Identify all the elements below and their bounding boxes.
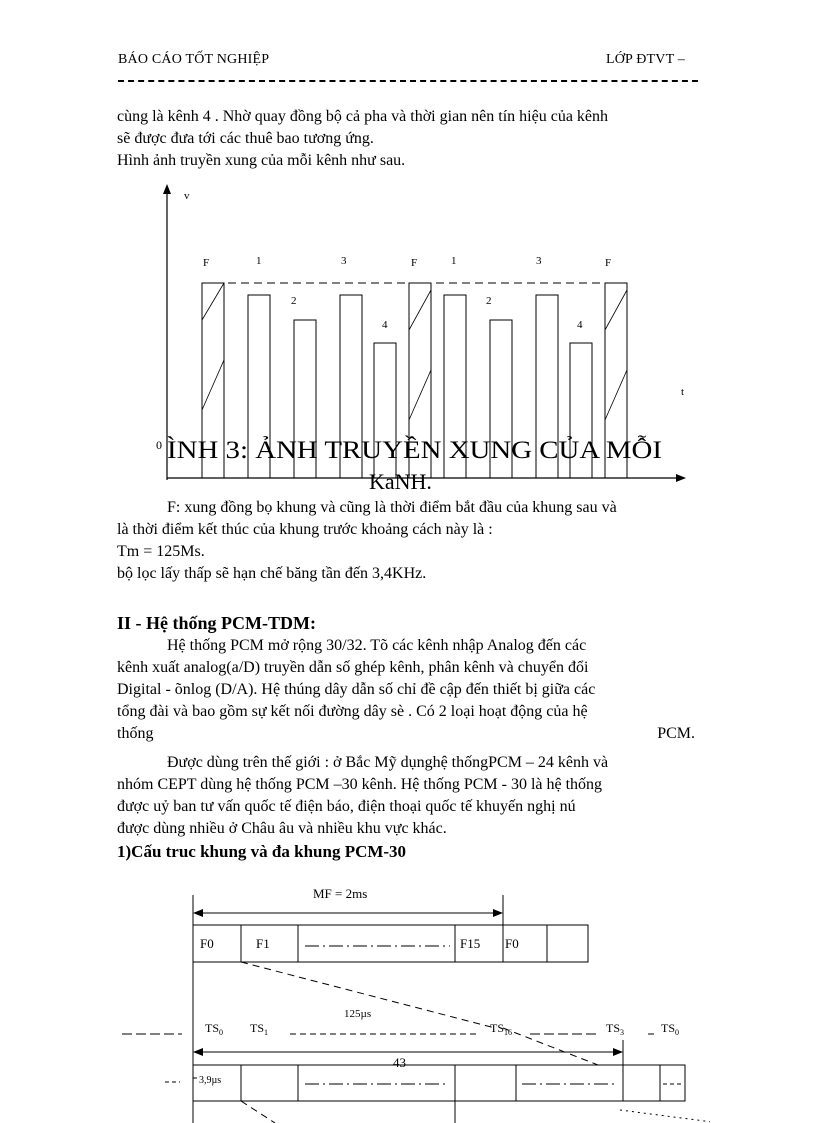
frame-label: F15 — [460, 936, 481, 951]
expand-line — [620, 1110, 710, 1123]
pulse-label: 4 — [577, 319, 583, 331]
hatch — [605, 290, 627, 330]
ts-label: $TS_3$ — [606, 1021, 625, 1037]
explain-line: bộ lọc lấy thấp sẽ hạn chế băng tần đến 3,4KHz. — [117, 565, 427, 582]
ts-label: $TS_{16}$ — [490, 1021, 513, 1037]
x-axis-label: t — [681, 386, 685, 398]
explain-paragraph — [117, 497, 695, 585]
intro-line: Hình ảnh truyền xung của mỗi kênh như sau. — [117, 152, 406, 169]
frame-diagram — [110, 870, 710, 1123]
pulse-label: F — [411, 257, 418, 269]
frame-row — [193, 925, 588, 962]
header-left: BÁO CÁO TỐT NGHIỆP — [118, 52, 270, 67]
intro-line: sẽ được đưa tới các thuê bao tương ứng. — [117, 130, 374, 147]
period-label: 125µs — [344, 1008, 372, 1020]
ts-label: $TS_0$ — [205, 1021, 224, 1037]
span-label: 43 — [393, 1055, 406, 1070]
frame-label: F0 — [505, 936, 519, 951]
body-line: nhóm CEPT dùng hệ thống PCM –30 kênh. Hệ thống PCM - 30 là hệ thống — [117, 776, 603, 793]
hatch — [202, 360, 224, 410]
ts-label: $TS_0$ — [661, 1021, 680, 1037]
pulse-label: F — [203, 257, 210, 269]
mf-label: MF = 2ms — [313, 886, 368, 901]
body-word: PCM. — [657, 725, 695, 742]
pulse-label: 1 — [256, 255, 262, 267]
pulse-label: 4 — [382, 319, 388, 331]
y-axis-arrow-icon — [163, 184, 171, 194]
figure-caption: ÌNH 3: ẢNH TRUYỀN XUNG CỦA MỖI — [167, 437, 596, 464]
arrow-left-icon — [193, 909, 203, 917]
origin-label: 0 — [156, 438, 162, 452]
hatch — [202, 283, 224, 320]
body-line: được uỷ ban tư vấn quốc tế điện báo, điện thoại quốc tế khuyến nghị nú — [117, 798, 576, 815]
intro-line: cùng là kênh 4 . Nhờ quay đồng bộ cả pha và thời gian nên tín hiệu của kênh — [117, 108, 609, 125]
explain-line: Tm = 125Ms. — [117, 543, 205, 560]
header-right: LỚP ĐTVT – — [606, 52, 685, 67]
body-line: tổng đài và bao gồm sự kết nối đường dây sè . Có 2 loại hoạt động của hệ — [117, 703, 588, 720]
pulse-label: 2 — [486, 295, 492, 307]
body-line-justified — [117, 723, 695, 745]
pulse-label: F — [605, 257, 612, 269]
body-word: thống — [117, 725, 154, 742]
pulse-label: 3 — [536, 255, 542, 267]
frame-label: F0 — [200, 936, 214, 951]
body-line: kênh xuất analog(a/D) truyền dẫn số ghép kênh, phân kênh và chuyển đổi — [117, 659, 589, 676]
hatch — [409, 370, 431, 420]
figure-caption-2: KaNH. — [369, 469, 432, 494]
body-line: Hệ thống PCM mở rộng 30/32. Tõ các kênh nhập Analog đến các — [167, 637, 587, 654]
section-heading: II - Hệ thống PCM-TDM: — [117, 613, 316, 633]
hatch — [605, 370, 627, 420]
intro-paragraph — [117, 106, 695, 172]
arrow-right-icon — [493, 909, 503, 917]
explain-line: F: xung đồng bọ khung và cũng là thời điểm bắt đầu của khung sau và — [167, 499, 617, 516]
body-line: Được dùng trên thế giới : ở Bắc Mỹ dụnghệ thốngPCM – 24 kênh và — [167, 754, 609, 771]
pulse-label: 3 — [341, 255, 347, 267]
slot-row — [193, 1065, 685, 1101]
pulse-label: 1 — [451, 255, 457, 267]
slot-duration-label: 3,9µs — [199, 1075, 222, 1086]
explain-line: là thời điểm kết thúc của khung trước khoảng cách này là : — [117, 521, 493, 538]
x-axis-arrow-icon — [676, 474, 686, 482]
subsection-heading: 1)Cấu truc khung và đa khung PCM-30 — [117, 842, 407, 861]
y-axis-label: v — [184, 190, 190, 202]
section2-paragraph-1 — [117, 635, 695, 745]
section2-paragraph-2 — [117, 752, 695, 840]
pulse-label: 2 — [291, 295, 297, 307]
arrow-left-icon — [193, 1048, 203, 1056]
expand-line — [241, 1101, 275, 1123]
arrow-right-icon — [613, 1048, 623, 1056]
body-line: Digital - õnlog (D/A). Hệ thúng dây dẫn số chỉ đề cập đến thiết bị giữa các — [117, 681, 596, 698]
frame-label: F1 — [256, 936, 270, 951]
ts-label: $TS_1$ — [250, 1021, 269, 1037]
hatch — [409, 290, 431, 330]
pulse-chart — [140, 180, 700, 500]
header-divider — [118, 80, 698, 82]
body-line: được dùng nhiều ở Châu âu và nhiều khu vực khác. — [117, 820, 447, 837]
